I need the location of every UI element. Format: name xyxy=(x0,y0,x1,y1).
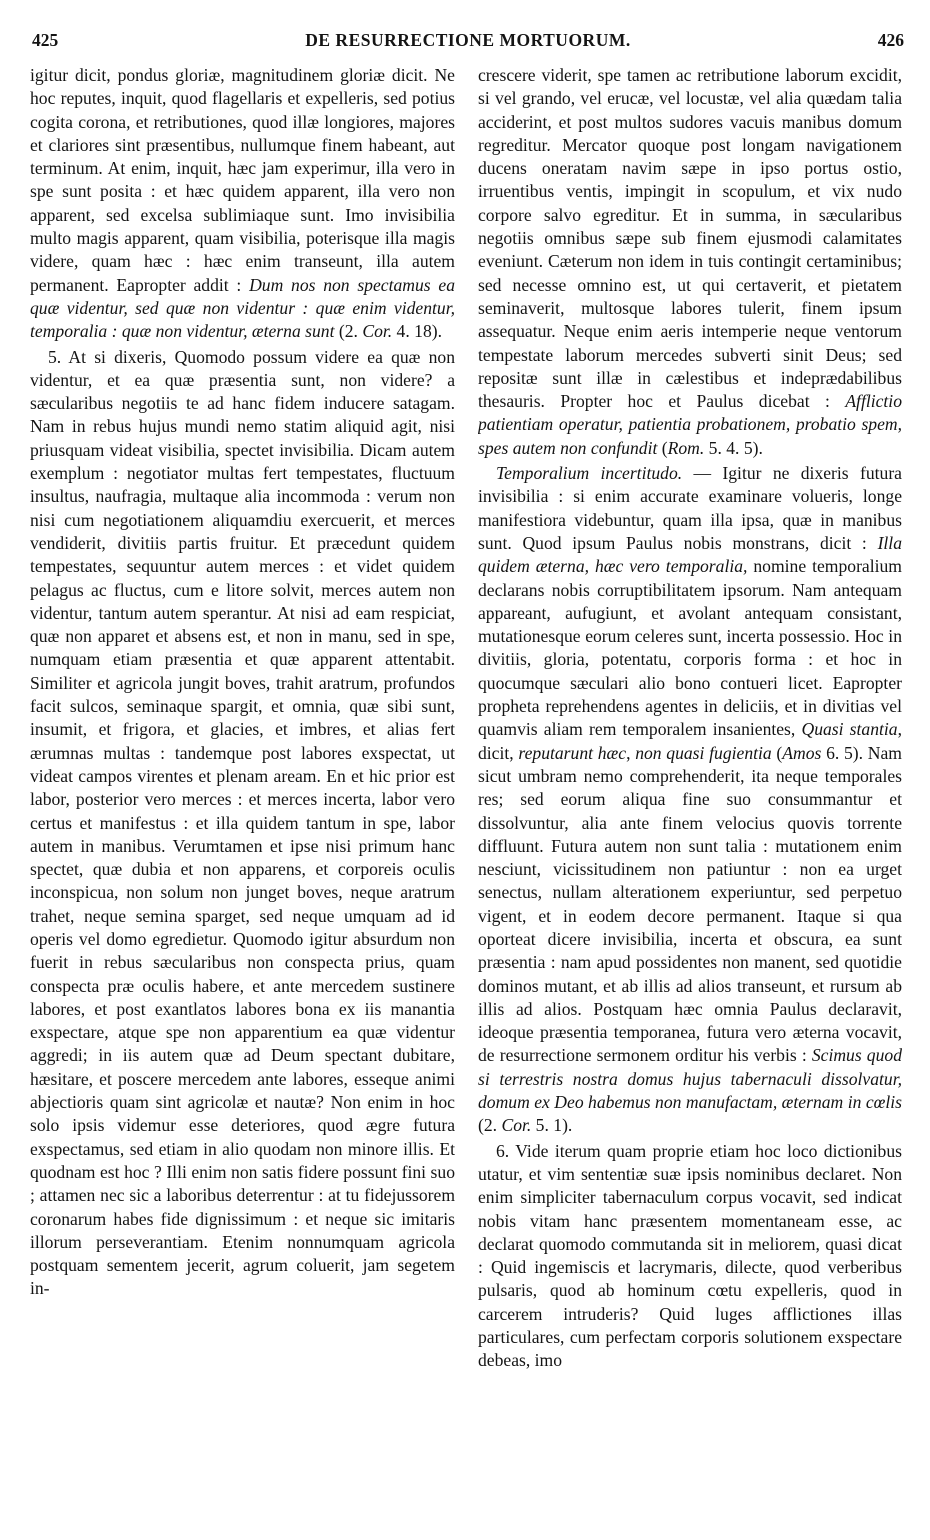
running-title: DE RESURRECTIONE MORTUORUM. xyxy=(305,30,631,50)
italic-quotation: Illa quidem æterna, hæc vero temporalia, xyxy=(478,532,902,577)
running-head xyxy=(32,30,904,60)
paragraph xyxy=(478,1140,902,1373)
text-run: nomine temporalium declarans nobis corruptibilitatem ipsorum. Nam antequam appareant, aufugiunt, et avolant antequam consistant, mutationesque eorum celeres sunt, incerta possessio. Hoc in divitiis, gloria, potentatu, corporis forma : et hoc in quocumque sæculari alio bono contueri licet. Eapropter propheta reprehendens agentes in deliciis, et in divitias vel quamvis aliam rem temporalem insanientes, xyxy=(478,556,902,740)
text-run: (2. xyxy=(334,321,363,342)
text-run: ( xyxy=(657,437,668,458)
italic-quotation: Cor. xyxy=(362,321,393,342)
italic-quotation: non quasi fugientia xyxy=(635,742,772,763)
italic-quotation: Quasi stantia xyxy=(801,719,898,740)
page-number-right: 426 xyxy=(877,30,904,50)
page-number-left: 425 xyxy=(32,30,59,50)
text-run: — Igitur ne dixeris futura invisibilia : si enim accurate examinare volueris, longe manifestiora videbuntur, quam illa ipsa, quæ in manibus sunt. Quod ipsum Paulus nobis monstrans, dicit : xyxy=(478,463,902,553)
paragraph xyxy=(478,64,902,460)
italic-quotation: reputarunt hæc xyxy=(518,742,627,763)
text-run: 6. 5). Nam sicut umbram nemo comprehenderit, ita neque temporales res; sed eorum aliqua fine suo consummantur et dissolvuntur, alia ante finem velocius quovis torrente diffluunt. Futura autem non sunt talia : mutationem enim nesciunt, vicissitudinem non patiuntur : non ea urget senectus, nullam alterationem experiuntur, sed perpetuo vigent, et in eodem decore permanent. Itaque si qua oporteat dicere invisibilia, incerta et obscura, ea sunt præsentia : nam apud possidentes non manent, sed quotidie dominos mutant, et ab illis ad alios transeunt, et rursum ab illis ad alios. Postquam hæc omnia Paulus declaravit, ideoque præsentia temporanea, futura vero æterna vocavit, de resurrectione sermonem orditur his verbis : xyxy=(478,742,902,1066)
italic-quotation: Scimus quod si terrestris nostra domus hujus tabernaculi dissolvatur, domum ex Deo habemus non manufactam, æternam in cœlis xyxy=(478,1045,902,1113)
left-column xyxy=(30,64,455,1530)
text-run: igitur dicit, pondus gloriæ, magnitudinem gloriæ dicit. Ne hoc reputes, inquit, quod flagellaris et expelleris, sed potius cogita corona, et retributiones, quod illæ longiores, majores et clariores sint præsentibus, nullumque finem habeant, aut terminum. At enim, inquit, hæc jam experimur, illa vero in spe sunt posita : et hæc quidem apparent, illa vero non apparent, sed excelsa sublimiaque sunt. Imo invisibilia multo magis apparent, quam visibilia, poterisque illa magis videre, quam hæc : hæc enim transeunt, illa autem permanent. Eapropter addit : xyxy=(30,65,455,295)
text-run: crescere viderit, spe tamen ac retributione laborum excidit, si vel grando, vel erucæ, vel locustæ, vel alia quædam talia acciderint, et post multos sudores vacuis manibus domum regreditur. Mercator quoque post longam navigationem ducens oneratam navim sæpe in ipso portus ostio, irruentibus ventis, impingit in scopulum, et vix nudo corpore salvo egreditur. Et in summa, in sæcularibus negotiis omnibus sæpe sub finem ejusmodi calamitates eveniunt. Cæterum non idem in tuis contingit certaminibus; sed necesse omnino est, ut qui certaverit, et pietatem seminaverit, multosque labores tulerit, finem ipsum assequatur. Neque enim aeris intemperie neque ventorum tempestate laborum mercedes subverti sinit Deus; sed repositæ sunt illæ in cælestibus et indeprædabilibus thesauris. Propter hoc et Paulus dicebat : xyxy=(478,65,902,412)
text-run: 5. 1). xyxy=(531,1115,573,1136)
text-run: , xyxy=(626,742,636,763)
paragraph xyxy=(478,462,902,1138)
italic-quotation: Temporalium incertitudo. xyxy=(496,463,683,484)
paragraph xyxy=(30,64,455,344)
italic-quotation: Dum nos non spectamus ea quæ videntur, sed quæ non videntur : quæ enim videntur, temporalia : quæ non videntur, æterna sunt xyxy=(30,274,455,342)
paragraph xyxy=(30,346,455,1301)
text-run: 6. Vide iterum quam proprie etiam hoc loco dictionibus utatur, et vim sententiæ suæ ipsis nominibus declaret. Non enim simpliciter tabernaculum corpus vocavit, sed indicat nobis vitam hanc præsentem momentaneam esse, ac declarat quomodo commutanda sit in meliorem, quasi dicat : Quid ingemiscis et lacrymaris, dilecte, quod verberibus pulsaris, quod ab hominum cœtu expelleris, quod in carcerem intruderis? Quid luges afflictiones illas particulares, cum perfectam corporis solutionem exspectare debeas, imo xyxy=(478,1140,902,1371)
right-column xyxy=(478,64,902,1530)
text-run: (2. xyxy=(478,1115,502,1136)
italic-quotation: Afflictio patientiam operatur, patientia probationem, probatio spem, spes autem non confundit xyxy=(478,391,902,458)
text-run: 5. 4. 5). xyxy=(704,437,763,458)
text-run: 5. At si dixeris, Quomodo possum videre ea quæ non videntur, et ea quæ præsentia sunt, non videre? a sæcularibus negotiis te ad hanc fidem inducere satagam. Nam in rebus hujus mundi nemo statim aliquid agit, nisi priusquam videat visibilia, spectet invisibilia. Dicam autem exemplum : negotiator multas fert tempestates, fluctuum insultus, naufragia, multaque alia incommoda : verum non nisi cum negotiationem aliquamdiu exercuerit, et merces vendiderit, divitiis partis fruitur. Et præcedunt quidem tempestates, sequuntur autem merces : et videt quidem pelagus ac fluctus, cum e litore solvit, merces autem non videntur, tantum autem sperantur. At nisi ad eam respiciat, quæ non apparet et absens est, et non in manu, sed in spe, numquam etiam præsentia et quæ apparent attentabit. Similiter et agricola jungit boves, trahit aratrum, profundos facit sulcos, seminaque spargit, et omnia, quæ sibi sunt, insumit, et frigora, et glacies, et imbres, et alias fert ærumnas multas : tandemque post labores exspectat, ut videat campos virentes et plenam aream. En et hic prior est labor, posterior vero merces : et merces incerta, labor vero certus et manifestus : et illa quidem tantum in spe, labor autem in manibus. Verumtamen et ipse nisi primum hanc spectet, quæ dubia et non apparens, et corporeis oculis inconspicua, non solum non junget boves, neque aratrum trahet, neque semina sparget, sed neque umquam ad id operis vel domo egredietur. Quomodo igitur absurdum non fuerit in rebus sæcularibus non conspecta prius, quam conspecta præ oculis habere, et ante mercedem sustinere labores, et post exantlatos labores bona ex iis manantia exspectare, atque spe non apparentium ea quæ videntur aggredi; in iis autem quæ ad Deum spectant dubitare, hæsitare, et poscere mercedem ante labores, esseque animi abjectioris quam sint agricolæ et nautæ? Non enim in hoc solo ipsis videmur esse deteriores, quod ægre futura exspectamus, sed etiam in alio quodam non minore illis. Et quodnam est hoc ? Illi enim non satis fidere possunt fini suo ; attamen nec sic a laboribus deterrentur : at tu fidejussorem coronarum habes fide dignissimum : et neque sic imitaris illorum perseverantiam. Etenim nonnumquam agricola postquam sementem jecerit, agrum coluerit, jam segetem in- xyxy=(30,346,455,1299)
text-run: 4. 18). xyxy=(392,321,442,342)
text-run: , dicit, xyxy=(478,719,902,763)
text-run: ( xyxy=(771,742,783,763)
italic-quotation: Amos xyxy=(782,742,822,763)
italic-quotation: Rom. xyxy=(667,437,705,458)
italic-quotation: Cor. xyxy=(501,1115,532,1136)
